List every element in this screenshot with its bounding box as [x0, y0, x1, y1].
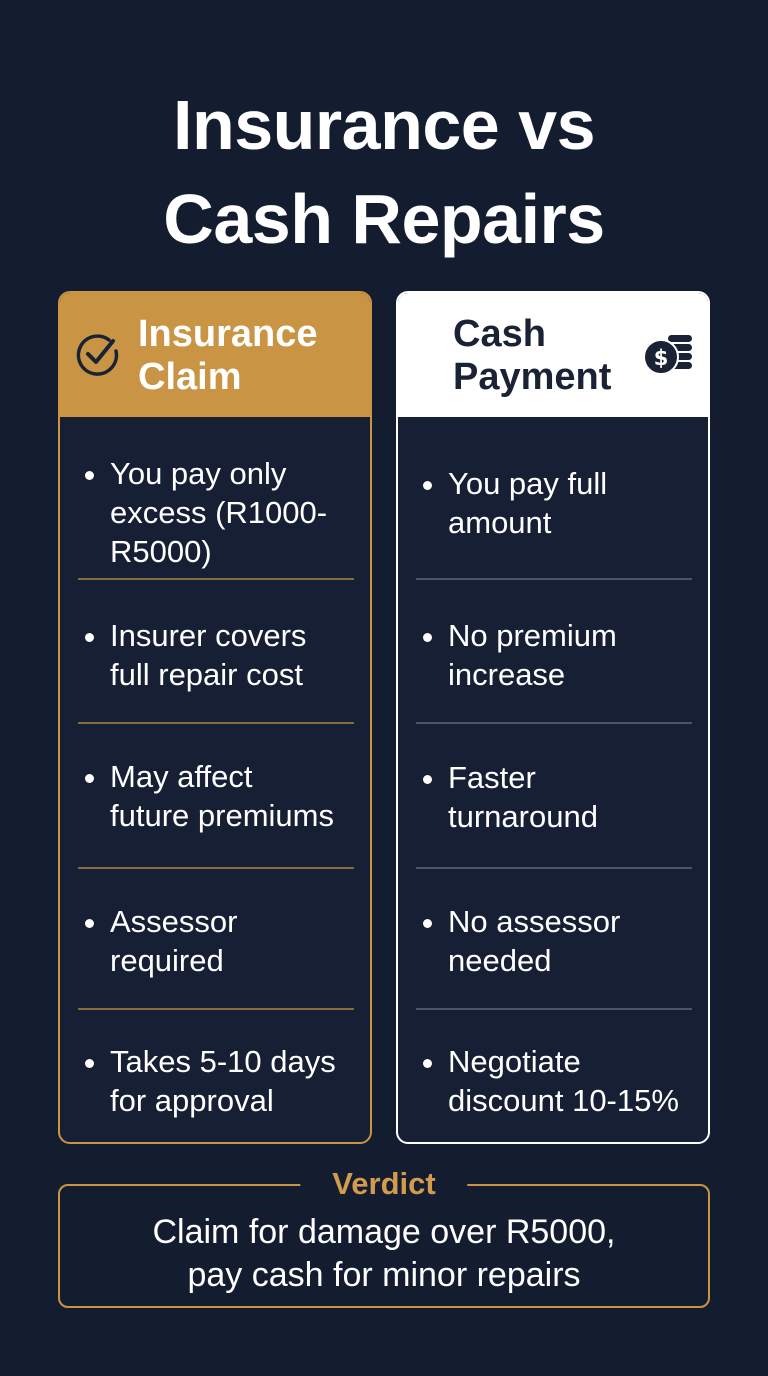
item-text-line: turnaround: [448, 799, 598, 834]
insurance-claim-card: [58, 291, 372, 1144]
item-text-line: future premiums: [110, 798, 334, 833]
bullet-icon: [423, 775, 432, 784]
bullet-icon: [423, 919, 432, 928]
bullet-icon: [85, 471, 94, 480]
svg-text:$: $: [653, 346, 669, 370]
bullet-icon: [85, 919, 94, 928]
item-text-line: Faster: [448, 760, 536, 795]
item-text-line: Assessor: [110, 904, 238, 939]
divider: [416, 578, 692, 580]
bullet-icon: [423, 633, 432, 642]
item-text-line: discount 10-15%: [448, 1083, 679, 1118]
insurance-claim-title-line-1: Insurance: [138, 313, 318, 355]
item-text-line: for approval: [110, 1083, 274, 1118]
divider: [416, 722, 692, 724]
insurance-claim-title: [138, 313, 318, 399]
item-text-line: needed: [448, 943, 552, 978]
check-circle-icon: [75, 331, 121, 377]
divider: [416, 867, 692, 869]
item-text-line: Negotiate: [448, 1044, 581, 1079]
item-text-line: May affect: [110, 759, 253, 794]
verdict-text: [60, 1211, 708, 1297]
cash-payment-header: [398, 293, 708, 417]
item-text-line: required: [110, 943, 224, 978]
verdict-box: [58, 1166, 710, 1308]
title-line-1: Insurance vs: [173, 86, 595, 164]
item-text-line: No premium: [448, 618, 617, 653]
bullet-icon: [423, 1059, 432, 1068]
cash-payment-title-line-2: Payment: [453, 356, 612, 398]
title-line-2: Cash Repairs: [163, 180, 605, 258]
insurance-claim-header: [60, 293, 370, 417]
verdict-text-line-2: pay cash for minor repairs: [187, 1256, 581, 1294]
cash-payment-card: [396, 291, 710, 1144]
verdict-label: Verdict: [300, 1166, 467, 1202]
insurance-claim-title-line-2: Claim: [138, 356, 242, 398]
divider: [78, 1008, 354, 1010]
insurance-claim-list: [60, 417, 370, 1144]
item-text-line: R5000): [110, 534, 212, 569]
item-text-line: Takes 5-10 days: [110, 1044, 336, 1079]
divider: [416, 1008, 692, 1010]
cash-payment-title: [453, 313, 611, 399]
bullet-icon: [85, 774, 94, 783]
item-text-line: You pay full: [448, 466, 608, 501]
cash-payment-list: [398, 417, 708, 1144]
item-text-line: excess (R1000-: [110, 495, 328, 530]
cash-payment-title-line-1: Cash: [453, 313, 546, 355]
item-text-line: Insurer covers: [110, 618, 307, 653]
coins-icon: [642, 331, 696, 379]
verdict-text-line-1: Claim for damage over R5000,: [152, 1213, 616, 1251]
item-text-line: amount: [448, 505, 552, 540]
item-text-line: full repair cost: [110, 657, 303, 692]
divider: [78, 867, 354, 869]
divider: [78, 722, 354, 724]
bullet-icon: [85, 1059, 94, 1068]
item-text-line: You pay only: [110, 456, 287, 491]
divider: [78, 578, 354, 580]
item-text-line: No assessor: [448, 904, 621, 939]
bullet-icon: [85, 633, 94, 642]
bullet-icon: [423, 481, 432, 490]
page-title: [0, 78, 768, 266]
item-text-line: increase: [448, 657, 566, 692]
